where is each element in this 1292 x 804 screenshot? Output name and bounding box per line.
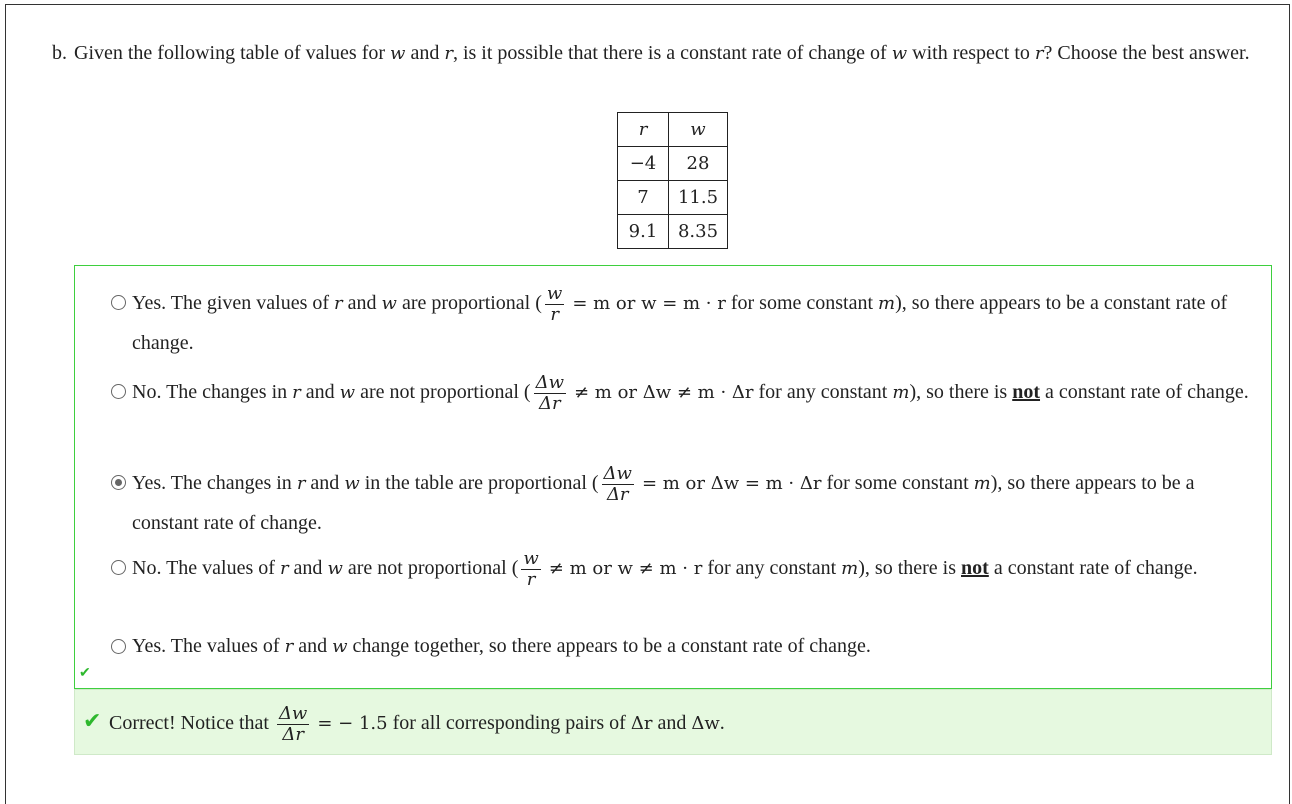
fraction: $\frac{w}{r}$ xyxy=(546,283,563,325)
check-icon: ✔ xyxy=(79,666,91,681)
choice-option-1[interactable] xyxy=(111,284,1261,362)
table-header-w: w xyxy=(669,113,728,147)
table-row xyxy=(618,181,728,215)
question-text: Given the following table of values for w and r, is it possible that there is a constant rate of change of w with respect to r? Choose the best answer. xyxy=(74,42,1250,64)
table-row xyxy=(618,215,728,249)
radio-button-3-selected[interactable] xyxy=(111,475,126,490)
feedback-text: Correct! Notice that $\frac{\Delta w}{\Delta r}$ = − 1.5 for all corresponding pairs of Δr and Δw. xyxy=(109,702,725,745)
choice-text-5: Yes. The values of r and w change together, so there appears to be a constant rate of change. xyxy=(132,635,871,657)
radio-button-4[interactable] xyxy=(111,560,126,575)
table-header-r: r xyxy=(618,113,669,147)
table-cell: 28 xyxy=(669,147,728,181)
choice-option-2[interactable] xyxy=(111,373,1261,414)
choice-text-2: No. The changes in r and w are not proportional ( $\frac{\Delta w}{\Delta r}$ ≠ m or Δw ≠ m · Δr for any constant m), so there is not a constant rate of change. xyxy=(132,372,1249,414)
fraction: $\frac{\Delta w}{\Delta r}$ xyxy=(535,372,564,414)
feedback-panel xyxy=(74,689,1272,755)
table-cell: −4 xyxy=(618,147,669,181)
table-row xyxy=(618,147,728,181)
table-cell: 8.35 xyxy=(669,215,728,249)
choice-text-1: Yes. The given values of r and w are proportional ( $\frac{w}{r}$ = m or w = m · r for some constant m), so there appears to be a constant rate of change. xyxy=(132,283,1228,354)
table-cell: 9.1 xyxy=(618,215,669,249)
choice-option-3[interactable] xyxy=(111,464,1261,542)
choice-text-3: Yes. The changes in r and w in the table are proportional ( $\frac{\Delta w}{\Delta r}$ = m or Δw = m · Δr for some constant m), so there appears to be a constant rate of change. xyxy=(132,463,1195,534)
question-label: b. xyxy=(52,42,67,64)
fraction: $\frac{\Delta w}{\Delta r}$ xyxy=(603,463,632,505)
radio-button-5[interactable] xyxy=(111,639,126,654)
answer-choices xyxy=(74,265,1272,689)
fraction: $\frac{w}{r}$ xyxy=(523,548,539,590)
question-prompt xyxy=(52,40,1277,67)
check-icon: ✔ xyxy=(83,708,102,733)
table-header-row xyxy=(618,113,728,147)
values-table xyxy=(617,112,728,249)
choice-option-5[interactable] xyxy=(111,628,1261,665)
table-cell: 7 xyxy=(618,181,669,215)
radio-button-2[interactable] xyxy=(111,384,126,399)
table-cell: 11.5 xyxy=(669,181,728,215)
choice-option-4[interactable] xyxy=(111,549,1261,590)
fraction: $\frac{\Delta w}{\Delta r}$ xyxy=(278,702,308,745)
choice-text-4: No. The values of r and w are not proportional ( $\frac{w}{r}$ ≠ m or w ≠ m · r for any constant m), so there is not a constant rate of change. xyxy=(132,548,1198,590)
radio-button-1[interactable] xyxy=(111,295,126,310)
